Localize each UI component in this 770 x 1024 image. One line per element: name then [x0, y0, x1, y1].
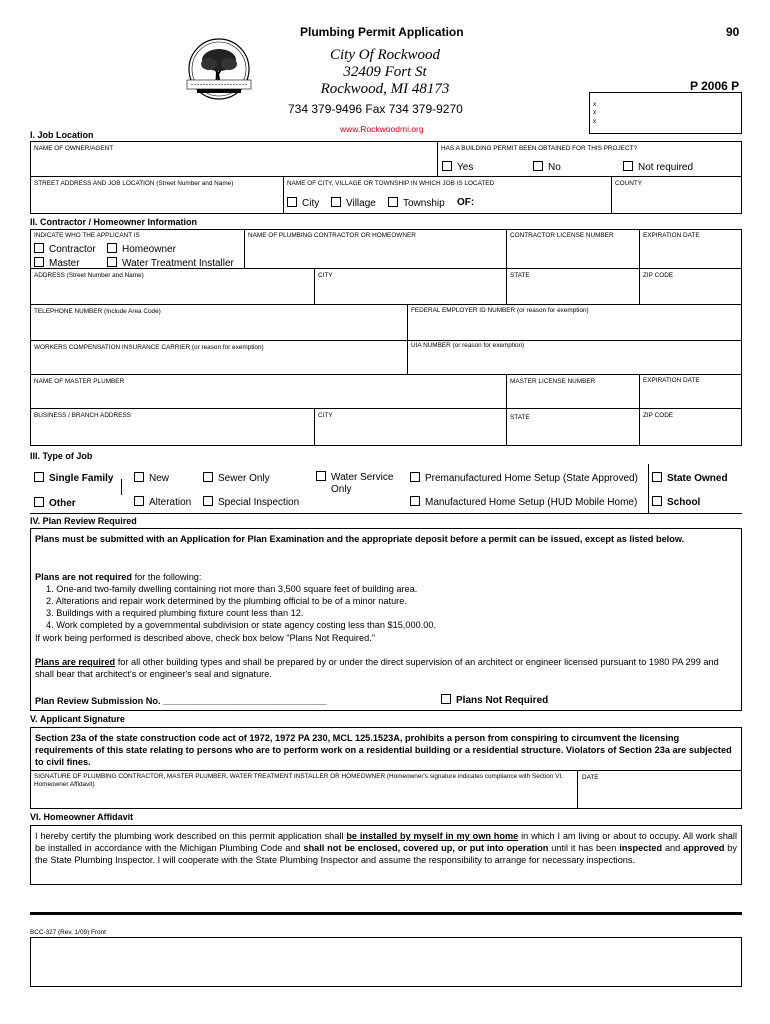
city-street-address: 32409 Fort St: [343, 64, 427, 80]
business-city-field[interactable]: [316, 421, 504, 444]
fein-label: FEDERAL EMPLOYER ID NUMBER (or reason for exemption): [411, 307, 589, 314]
state-owned-option[interactable]: State Owned: [652, 472, 728, 485]
expiration-date-field[interactable]: [641, 242, 740, 266]
workers-comp-label: WORKERS COMPENSATION INSURANCE CARRIER (or reason for exemption): [34, 344, 264, 351]
permit-no-option[interactable]: No: [533, 161, 561, 174]
office-use-box: [589, 92, 742, 134]
contractor-checkbox[interactable]: [34, 243, 44, 253]
business-address-label: BUSINESS / BRANCH ADDRESS: [34, 412, 131, 419]
expiration-date-label: EXPIRATION DATE: [643, 232, 700, 239]
business-state-label: STATE: [510, 414, 530, 421]
not-required-checkbox[interactable]: [623, 161, 633, 171]
footer-rule: [30, 912, 742, 915]
if-work-instructions: If work being performed is described above, check box below "Plans Not Required.": [35, 633, 376, 643]
city-name: City Of Rockwood: [330, 47, 440, 63]
permit-not-required-option[interactable]: Not required: [623, 161, 693, 174]
water-service-only-label: Only: [331, 484, 352, 495]
no-checkbox[interactable]: [533, 161, 543, 171]
plans-not-required-heading: Plans are not required for the following:: [35, 572, 202, 582]
business-zip-field[interactable]: [641, 421, 740, 444]
exemption-item: 4. Work completed by a governmental subdivision or state agency costing less than $15,000.00.: [46, 620, 437, 630]
state-field[interactable]: [508, 281, 637, 302]
master-checkbox[interactable]: [34, 257, 44, 267]
county-label: COUNTY: [615, 180, 642, 187]
x-mark: x: [593, 101, 597, 108]
signature-field[interactable]: [32, 791, 575, 807]
alteration-option[interactable]: Alteration: [134, 496, 191, 509]
section-job-location-title: I. Job Location: [30, 130, 94, 140]
section-plan-review-title: IV. Plan Review Required: [30, 516, 137, 526]
signature-label: SIGNATURE OF PLUMBING CONTRACTOR, MASTER PLUMBER, WATER TREATMENT INSTALLER OR HOMEOWNER (Homeowner's signature indicates compliance with Section VI. Homeowner Affidavit): [34, 773, 563, 788]
section-signature-title: V. Applicant Signature: [30, 714, 125, 724]
exemption-item: 1. One-and two-family dwelling containing not more than 3,500 square feet of building area.: [46, 584, 418, 594]
sewer-only-checkbox[interactable]: [203, 472, 213, 482]
form-title: Plumbing Permit Application: [300, 25, 464, 39]
master-expiration-label: EXPIRATION DATE: [643, 377, 700, 384]
new-checkbox[interactable]: [134, 472, 144, 482]
city-checkbox[interactable]: [287, 197, 297, 207]
owner-agent-field[interactable]: [32, 154, 434, 174]
phone-fax: 734 379-9496 Fax 734 379-9270: [288, 102, 463, 116]
contractor-license-label: CONTRACTOR LICENSE NUMBER: [510, 232, 614, 239]
city-state-zip: Rockwood, MI 48173: [320, 81, 450, 97]
manufactured-checkbox[interactable]: [410, 496, 420, 506]
special-inspection-checkbox[interactable]: [203, 496, 213, 506]
section-23a-warning: Section 23a of the state construction code act of 1972, 1972 PA 230, MCL 125.1523A, prohibits a person from conspiring to circumvent the licensing requirements of this state relating to persons who are to perform work on a residential building or a residential structure. Violators of Section 23a are subjected to civil fines.: [35, 733, 732, 768]
owner-agent-label: NAME OF OWNER/AGENT: [34, 145, 114, 152]
plans-not-required-option[interactable]: Plans Not Required: [441, 694, 548, 707]
section-job-type-title: III. Type of Job: [30, 451, 93, 461]
yes-checkbox[interactable]: [442, 161, 452, 171]
applicant-water-treatment-option[interactable]: Water Treatment Installer: [107, 257, 234, 270]
uia-label: UIA NUMBER (or reason for exemption): [411, 342, 525, 349]
manufactured-home-option[interactable]: Manufactured Home Setup (HUD Mobile Home): [410, 496, 637, 509]
village-checkbox[interactable]: [331, 197, 341, 207]
telephone-label: TELEPHONE NUMBER (Include Area Code): [34, 308, 161, 315]
water-treatment-checkbox[interactable]: [107, 257, 117, 267]
other-checkbox[interactable]: [34, 497, 44, 507]
city-label: CITY: [318, 272, 333, 279]
business-city-label: CITY: [318, 412, 333, 419]
municipality-label: NAME OF CITY, VILLAGE OR TOWNSHIP IN WHICH JOB IS LOCATED: [287, 180, 495, 187]
address-label: ADDRESS (Street Number and Name): [34, 272, 144, 279]
school-option[interactable]: School: [652, 496, 700, 509]
section-contractor-title: II. Contractor / Homeowner Information: [30, 217, 198, 227]
x-mark: x: [593, 109, 597, 116]
master-plumber-name-label: NAME OF MASTER PLUMBER: [34, 378, 125, 385]
plans-required-paragraph: Plans are required for all other building types and shall be prepared by or under the direct supervision of an architect or engineer licensed pursuant to 1980 PA 299 and shall bear that architect's or engineer's seal and signature.: [35, 657, 719, 680]
contractor-name-field[interactable]: [246, 242, 504, 266]
municipality-village-option[interactable]: Village: [331, 197, 376, 210]
business-state-field[interactable]: [508, 423, 637, 444]
uia-field[interactable]: [409, 353, 740, 372]
township-checkbox[interactable]: [388, 197, 398, 207]
homeowner-affidavit-text: I hereby certify the plumbing work described on this permit application shall be installed by myself in my own home in which I am living or about to occupy. All work shall be installed in accordance with the Michigan Plumbing Code and shall not be enclosed, covered up, or put into operation until it has been inspected and approved by the State Plumbing Inspector. I will cooperate with the State Plumbing Inspector and assume the responsibility to arrange for necessary inspections.: [35, 831, 738, 866]
exemption-item: 2. Alterations and repair work determined by the plumbing official to be of a minor nature.: [46, 596, 407, 606]
form-code: P 2006 P: [690, 79, 740, 93]
water-service-checkbox[interactable]: [316, 471, 326, 481]
municipality-name-field[interactable]: [480, 192, 608, 212]
building-permit-question: HAS A BUILDING PERMIT BEEN OBTAINED FOR THIS PROJECT?: [441, 145, 638, 152]
indicate-applicant-label: INDICATE WHO THE APPLICANT IS: [34, 232, 140, 239]
master-license-field[interactable]: [508, 387, 637, 406]
school-checkbox[interactable]: [652, 496, 662, 506]
applicant-contractor-option[interactable]: Contractor: [34, 243, 96, 256]
address-field[interactable]: [32, 281, 312, 302]
telephone-field[interactable]: [32, 318, 405, 338]
date-label: DATE: [582, 774, 599, 781]
water-service-option[interactable]: Water Service: [316, 471, 393, 484]
street-address-label: STREET ADDRESS AND JOB LOCATION (Street Number and Name): [34, 180, 234, 187]
municipality-city-option[interactable]: City: [287, 197, 319, 210]
master-license-label: MASTER LICENSE NUMBER: [510, 378, 596, 385]
business-address-field[interactable]: [32, 421, 312, 444]
zip-code-field[interactable]: [641, 281, 740, 302]
footer-blank-box: [30, 937, 742, 987]
single-family-option[interactable]: Single Family: [34, 472, 113, 485]
alteration-checkbox[interactable]: [134, 496, 144, 506]
city-seal-icon: [183, 36, 255, 106]
city-field[interactable]: [316, 281, 504, 302]
street-address-field[interactable]: [32, 190, 280, 212]
single-family-checkbox[interactable]: [34, 472, 44, 482]
page-number: 90: [726, 25, 740, 39]
form-id: BCC-327 (Rev. 1/09) Front: [30, 929, 106, 936]
job-type-bottom-rule: [30, 513, 742, 514]
master-expiration-field[interactable]: [641, 387, 740, 406]
business-zip-label: ZIP CODE: [643, 412, 674, 419]
state-label: STATE: [510, 272, 530, 279]
contractor-name-label: NAME OF PLUMBING CONTRACTOR OR HOMEOWNER: [248, 232, 416, 239]
workers-comp-field[interactable]: [32, 353, 405, 372]
plan-review-intro: Plans must be submitted with an Application for Plan Examination and the appropriate deposit before a permit can be issued, except as listed below.: [35, 534, 685, 544]
other-option[interactable]: Other: [34, 497, 76, 510]
of-label: OF:: [457, 197, 475, 208]
state-owned-checkbox[interactable]: [652, 472, 662, 482]
fein-field[interactable]: [409, 318, 740, 338]
new-option[interactable]: New: [134, 472, 169, 485]
municipality-township-option[interactable]: Township: [388, 197, 445, 210]
premanufactured-checkbox[interactable]: [410, 472, 420, 482]
zip-code-label: ZIP CODE: [643, 272, 674, 279]
homeowner-checkbox[interactable]: [107, 243, 117, 253]
applicant-master-option[interactable]: Master: [34, 257, 80, 270]
contractor-license-field[interactable]: [508, 242, 637, 266]
premanufactured-home-option[interactable]: Premanufactured Home Setup (State Approved): [410, 472, 638, 485]
county-field[interactable]: [613, 190, 740, 212]
exemption-item: 3. Buildings with a required plumbing fixture count less than 12.: [46, 608, 304, 618]
plans-not-required-checkbox[interactable]: [441, 694, 451, 704]
permit-yes-option[interactable]: Yes: [442, 161, 473, 174]
special-inspection-option[interactable]: Special Inspection: [203, 496, 299, 509]
sewer-only-option[interactable]: Sewer Only: [203, 472, 270, 485]
x-mark: x: [593, 118, 597, 125]
applicant-homeowner-option[interactable]: Homeowner: [107, 243, 176, 256]
section-affidavit-title: VI. Homeowner Affidavit: [30, 812, 134, 822]
plan-review-submission-label: Plan Review Submission No. ________________________________: [35, 696, 327, 706]
date-field[interactable]: [579, 784, 740, 807]
website-link[interactable]: www.Rockwoodmi.org: [340, 124, 424, 134]
master-plumber-name-field[interactable]: [32, 387, 504, 406]
